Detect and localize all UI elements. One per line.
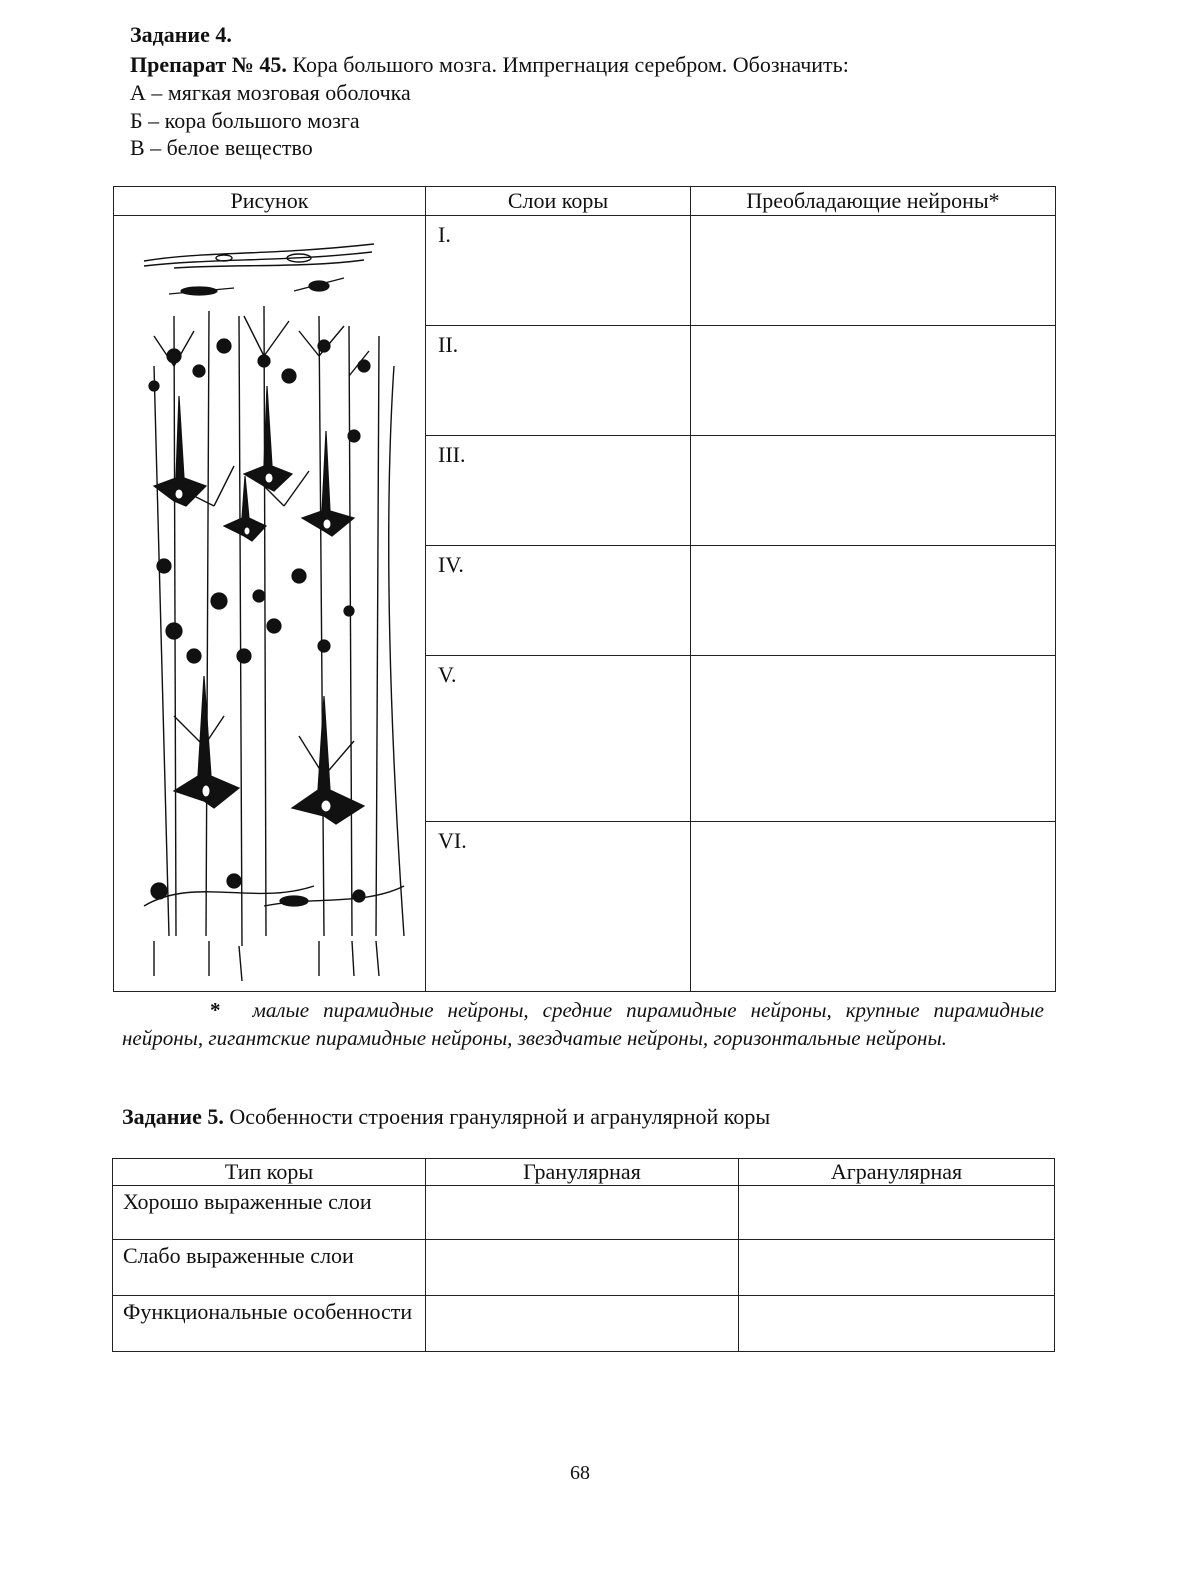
answer-granular-3[interactable] (426, 1296, 739, 1352)
neuron-answer-cell-5[interactable] (691, 656, 1056, 822)
neuron-answer-cell-4[interactable] (691, 546, 1056, 656)
header-neurons: Преобладающие нейроны* (691, 187, 1056, 216)
row-label-weakly-expressed: Слабо выраженные слои (113, 1240, 426, 1296)
cortex-drawing-cell (114, 216, 426, 992)
task4-title: Задание 4. (130, 22, 232, 47)
neuron-answer-cell-3[interactable] (691, 436, 1056, 546)
layer-label-4: IV. (438, 552, 464, 577)
layer-label-2: II. (438, 332, 459, 357)
answer-agranular-3[interactable] (739, 1296, 1055, 1352)
preparation-description: Кора большого мозга. Импрегнация серебром. Обозначить: (286, 52, 849, 77)
cortex-neuron-drawing (114, 216, 424, 991)
task5-title (122, 1104, 770, 1130)
neuron-answer-cell-1[interactable] (691, 216, 1056, 326)
layer-cell-2 (426, 326, 691, 436)
header-layers: Слои коры (426, 187, 691, 216)
row-label-functional: Функциональные особенности (113, 1296, 426, 1352)
neuron-answer-cell-2[interactable] (691, 326, 1056, 436)
footnote-text: малые пирамидные нейроны, средние пирамидные нейроны, крупные пирамидные нейроны, гигантские пирамидные нейроны, звездчатые нейроны, горизонтальные нейроны. (122, 998, 1044, 1050)
footnote (122, 996, 1044, 1052)
header-agranular: Агранулярная (739, 1159, 1055, 1186)
row-label-well-expressed: Хорошо выраженные слои (113, 1186, 426, 1240)
cortex-layers-table (113, 186, 1056, 992)
task5-number: Задание 5. (122, 1104, 224, 1129)
layer-label-6: VI. (438, 828, 467, 853)
answer-granular-2[interactable] (426, 1240, 739, 1296)
layer-cell-3 (426, 436, 691, 546)
footnote-star: * (210, 998, 221, 1022)
neuron-answer-cell-6[interactable] (691, 822, 1056, 992)
header-cortex-type: Тип коры (113, 1159, 426, 1186)
layer-cell-5 (426, 656, 691, 822)
layer-cell-4 (426, 546, 691, 656)
preparation-number: Препарат № 45. (130, 52, 287, 77)
answer-agranular-2[interactable] (739, 1240, 1055, 1296)
header-drawing: Рисунок (114, 187, 426, 216)
label-item-b: Б – кора большого мозга (130, 108, 360, 133)
layer-cell-1 (426, 216, 691, 326)
task5-description: Особенности строения гранулярной и агранулярной коры (223, 1104, 771, 1129)
preparation-line (130, 52, 849, 78)
label-item-a: А – мягкая мозговая оболочка (130, 80, 411, 105)
layer-label-1: I. (438, 222, 451, 247)
layer-cell-6 (426, 822, 691, 992)
layer-label-5: V. (438, 662, 457, 687)
answer-agranular-1[interactable] (739, 1186, 1055, 1240)
cortex-type-table (112, 1158, 1055, 1352)
layer-label-3: III. (438, 442, 466, 467)
label-item-c: В – белое вещество (130, 135, 313, 160)
page-number: 68 (570, 1462, 590, 1484)
header-granular: Гранулярная (426, 1159, 739, 1186)
answer-granular-1[interactable] (426, 1186, 739, 1240)
